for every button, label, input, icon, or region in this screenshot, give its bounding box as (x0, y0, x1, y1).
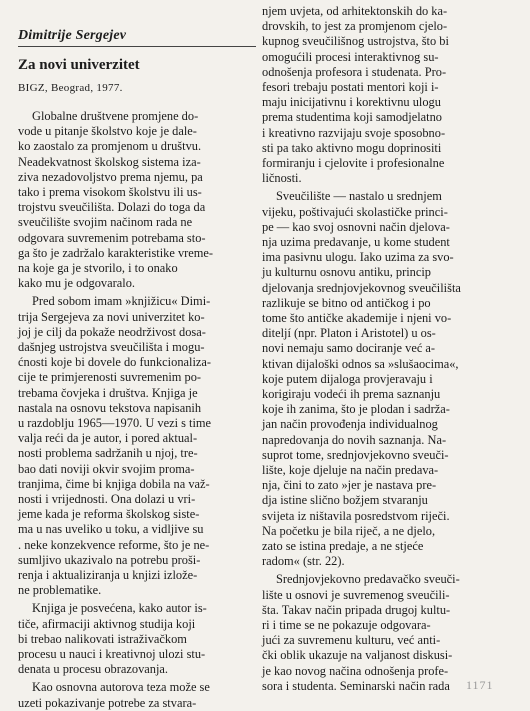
text-line: bi trebao nalikovati istraživačkom (18, 631, 187, 646)
text-line: . neke konzekvence reforme, što je ne- (18, 537, 210, 552)
text-line: korigiraju vodeći ih prema saznanju (262, 387, 441, 401)
text-line: jeme kada je reforma školskog siste- (18, 507, 200, 522)
text-line: Neadekvatnost školskog sistema iza- (18, 154, 201, 169)
text-line: ko zaostalo za promjenom u društvu. (18, 139, 202, 154)
text-line: napredovanja do novih saznanja. Na- (262, 432, 447, 447)
text-line: cije te primjerenosti suvremenim po- (18, 370, 202, 385)
text-line: omogućili procesi interaktivnog su- (262, 49, 439, 64)
text-line: Sveučilište — nastalo u srednjem (276, 189, 442, 204)
text-line: ziva nezadovoljstvo prema njemu, pa (18, 169, 203, 184)
text-line: koje ih zanima, što je plodan i sadrža- (262, 402, 450, 417)
text-line: Pred sobom imam »knjižicu« Dimi- (32, 294, 211, 309)
review-author: Dimitrije Sergejev (18, 28, 256, 47)
text-line: tiče, afirmaciji aktivnog studija koji (18, 616, 196, 631)
text-line: ktivan dijaloški odnos sa »slušaocima«, (262, 356, 459, 371)
text-line: sveučilište svojim načinom rada ne (18, 215, 193, 230)
text-line: ju kulturnu osnovu antiku, princip (262, 265, 431, 280)
text-line: trija Sergejeva za novi univerzitet ko- (18, 309, 205, 324)
text-line: njem uvjeta, od arhitektonskih do ka- (262, 4, 448, 18)
text-line: sumljivo ukazivalo na potrebu proši- (18, 552, 201, 567)
text-line: i kreativno razvijaju svoje sposobno- (262, 125, 446, 140)
text-line: ga što je zadržalo karakteristike vreme- (18, 245, 214, 260)
text-line: ima pasivnu ulogu. Iako uzima za svo- (262, 250, 454, 265)
text-line: šta. Takav način pripada drugoj kultu- (262, 602, 451, 617)
text-line: čki oblik ukazuje na valjanost diskusi- (262, 648, 453, 663)
book-title: Za novi univerzitet (18, 57, 140, 73)
text-line: ne problematike. (18, 583, 102, 598)
text-line: odnošenja profesora i studenata. Pro- (262, 64, 447, 79)
text-line: ma u nas uveliko u toku, a vidljive su (18, 522, 204, 537)
text-line: zato se istina predaje, a ne stjeće (262, 539, 424, 553)
text-line: tranjima, čime bi knjiga dobila na važ- (18, 476, 210, 491)
text-line: nja, čini to zato »jer je nastava pre- (262, 478, 437, 493)
text-line: trebama čovjeka i društva. Knjiga je (18, 385, 198, 400)
text-line: svijeta iz ništavila posredstvom riječi. (262, 508, 450, 523)
text-line: novi nemaju samo dociranje već a- (262, 341, 436, 356)
text-line: lište u osnovi je suvremenog sveučili- (262, 587, 450, 602)
text-line: ličnosti. (262, 171, 302, 186)
text-line: Knjiga je posvećena, kako autor is- (32, 601, 207, 616)
text-line: nastala na osnovu tekstova napisanih (18, 400, 202, 415)
text-line: drovskih, to jest za promjenom cjelo- (262, 19, 448, 34)
text-line: uzeti pokazivanje potrebe za stvara- (18, 695, 197, 710)
text-line: koje putem dijaloga provjeravaju i (262, 371, 433, 386)
text-line: ri i time se ne pokazuje odgovara- (262, 618, 431, 632)
text-line: tako i prema visokom školstvu ili us- (18, 185, 202, 199)
text-line: nosti i vrijednosti. Ona dolazi u vri- (18, 492, 196, 506)
text-line: jući za suvremenu kulturu, već anti- (262, 633, 441, 648)
text-line: ćnosti koje bi dovele do funkcionaliza- (18, 355, 212, 370)
text-line: Kao osnovna autorova teza može se (32, 680, 210, 695)
text-line: pe — kao svoj osnovni način djelova- (262, 219, 450, 234)
publisher-line: BIGZ, Beograd, 1977. (18, 82, 123, 94)
text-line: suprot tome, srednjovjekovno sveuči- (262, 447, 449, 462)
text-line: prema studentima koji samodjelatno (262, 110, 442, 125)
text-line: Globalne društvene promjene do- (32, 109, 199, 123)
text-line: nja uzima predavanje, u kome student (262, 235, 450, 249)
text-line: na koje ga je stvorilo, i to onako (18, 261, 178, 275)
text-line: renja i aktualiziranja u knjizi izlože- (18, 568, 198, 582)
text-line: vijeku, poštivajući skolastičke princi- (262, 204, 448, 219)
text-line: maju inicijativnu i korektivnu ulogu (262, 95, 441, 110)
text-line: je kao novog načina odnošenja profe- (262, 663, 449, 678)
text-line: formiranju i cjelovite i profesionalne (262, 156, 445, 170)
text-line: odgovara suvremenim potrebama sto- (18, 230, 206, 245)
text-line: diteljí (npr. Platon i Aristotel) u os- (262, 326, 436, 341)
text-line: vode u pitanje školstvo koje je dale- (18, 124, 197, 139)
text-line: Na početku je bila riječ, a ne djelo, (262, 523, 436, 538)
text-line: Srednjovjekovno predavačko sveuči- (276, 572, 460, 587)
text-line: bao dati noviji okvir svojim proma- (18, 461, 195, 476)
text-line: lište, koje djeluje na način predava- (262, 463, 439, 477)
text-line: procesu u nauci i kreativnoj ulozi stu- (18, 647, 206, 661)
text-line: jan način provođenja individualnog (262, 417, 438, 432)
text-line: joj je cilj da pokaže neodrživost dosa- (18, 324, 206, 339)
text-line: sora i studenta. Seminarski način rada (262, 678, 450, 693)
text-line: radom« (str. 22). (262, 554, 345, 569)
text-line: kupnog sveučilišnog ustrojstva, što bi (262, 34, 449, 49)
page-number: 1171 (466, 678, 494, 692)
text-line: razlikuje se bitno od antičkog i po (262, 295, 431, 310)
text-line: dašnjeg ustrojstva sveučilišta i mogu- (18, 340, 205, 354)
text-line: tome što antičke akademije i njeni vo- (262, 311, 452, 325)
text-line: fesori trebaju postati mentori koji i- (262, 80, 439, 94)
text-line: u razdoblju 1965—1970. U vezi s time (18, 416, 212, 430)
text-line: denata u procesu obrazovanja. (18, 662, 168, 677)
text-line: kako mu je odgovaralo. (18, 276, 135, 291)
text-line: dja istine slično božjem stvaranju (262, 493, 428, 508)
text-line: sti pa tako aktivno mogu doprinositi (262, 140, 442, 155)
text-line: nosti problema sadržanih u njoj, tre- (18, 446, 198, 461)
text-line: valja reći da je autor, i pored aktual- (18, 431, 198, 446)
text-line: djelovanja srednjovjekovnog sveučilišta (262, 280, 461, 295)
text-line: trojstvu sveučilišta. Dolazi do toga da (18, 200, 206, 215)
